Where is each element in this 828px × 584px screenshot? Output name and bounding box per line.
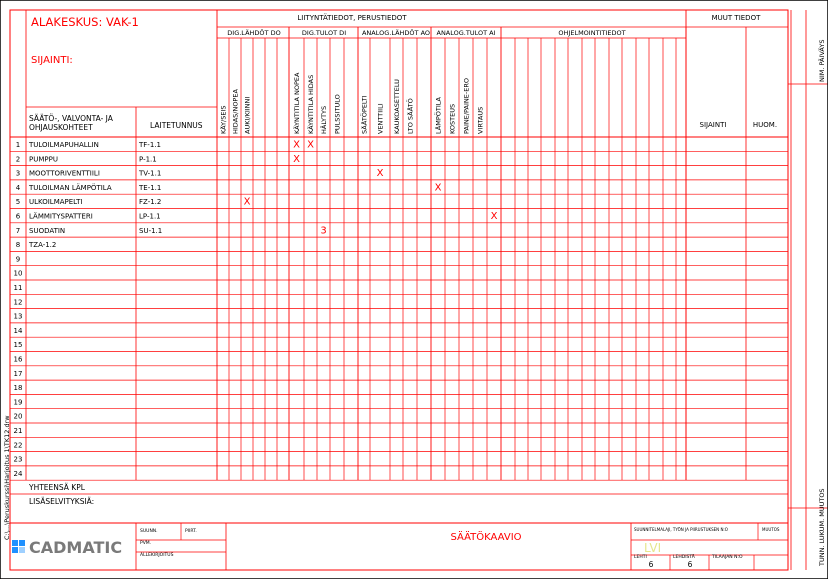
targets-title-line-1: SÄÄTÖ-, VALVONTA- JA	[29, 114, 113, 123]
row-target: SUODATIN	[29, 226, 66, 235]
column-subhead: LÄMPÖTILA	[434, 97, 443, 134]
row-number: 6	[15, 212, 21, 221]
row-device: SU-1.1	[139, 226, 163, 235]
table-row	[14, 284, 23, 292]
row-number: 15	[13, 341, 23, 350]
column-subhead: KÄYNTITILA HIDAS	[307, 74, 315, 134]
row-number: 5	[15, 198, 21, 207]
page-title: ALAKESKUS: VAK-1	[31, 15, 139, 29]
column-subhead: HIDAS/NOPEA	[231, 89, 240, 134]
row-number: 19	[13, 398, 23, 407]
column-subhead: PAINE/PAINE-ERO	[462, 78, 471, 134]
row-device: LP-1.1	[139, 212, 161, 221]
table-row	[16, 141, 161, 149]
row-number: 12	[13, 298, 23, 307]
interface-group-title: LIITYNTÄTIEDOT, PERUSTIEDOT	[297, 14, 407, 22]
table-row	[14, 398, 23, 406]
row-number: 17	[13, 369, 23, 378]
order-number-label: TILAAJAN N:O	[712, 555, 743, 560]
row-target: TZA-1.2	[29, 241, 57, 250]
row-number: 1	[15, 141, 21, 149]
table-row	[14, 441, 23, 449]
table-row	[14, 341, 23, 349]
column-subhead: LTO SÄÄTÖ	[406, 98, 415, 134]
cell-mark: 3	[320, 225, 327, 237]
table-row	[14, 384, 23, 392]
row-number: 14	[13, 326, 23, 335]
row-number: 13	[13, 312, 23, 321]
row-target: ULKOILMAPELTI	[29, 198, 83, 207]
sheet-label: LEHTI	[634, 555, 647, 560]
row-number: 22	[13, 441, 23, 450]
cadmatic-logo-text: CADMATIC	[29, 538, 123, 557]
row-number: 24	[13, 469, 23, 478]
group-programming: OHJELMOINTITIEDOT	[558, 29, 626, 37]
row-number: 11	[13, 284, 23, 292]
row-target: PUMPPU	[29, 155, 58, 164]
row-target: TULOILMAPUHALLIN	[29, 141, 99, 149]
table-row	[14, 313, 23, 321]
remarks-column-title: HUOM.	[752, 121, 778, 129]
table-row	[16, 212, 161, 221]
table-row	[16, 170, 162, 178]
row-number: 20	[13, 412, 23, 421]
row-number: 16	[13, 355, 23, 364]
table-row	[14, 370, 23, 378]
table-row	[14, 456, 23, 464]
row-number: 2	[15, 155, 21, 164]
row-device: TE-1.1	[139, 183, 162, 192]
row-number: 7	[15, 226, 21, 235]
row-device: TF-1.1	[139, 141, 161, 149]
row-target: TULOILMAN LÄMPÖTILA	[29, 183, 112, 192]
row-number: 21	[13, 427, 23, 435]
row-device: P-1.1	[139, 155, 157, 164]
cadmatic-logo	[12, 538, 122, 557]
table-row	[14, 413, 23, 421]
revision-block-top-label: NIM. PÄIVÄYS	[818, 39, 826, 82]
date-label: PVM.	[140, 541, 152, 546]
cell-mark: X	[434, 182, 442, 194]
column-subhead: AUKI/KIINNI	[243, 96, 252, 134]
table-row	[16, 255, 20, 263]
row-number: 8	[15, 241, 21, 250]
table-row	[14, 327, 23, 335]
row-target: MOOTTORIVENTTIILI	[29, 169, 100, 178]
column-subhead: HÄLYTYS	[320, 105, 328, 134]
column-subhead: KÄY/SEIS	[219, 105, 228, 134]
file-path: C:\...\Peruskurssi\Harjoitus 1\TK12.drw	[3, 415, 11, 540]
table-row	[16, 183, 162, 192]
column-subhead: KOSTEUS	[448, 103, 457, 134]
group-di: DIG.TULOT DI	[301, 29, 347, 37]
column-subhead: PULSSITULO	[333, 94, 342, 134]
targets-title-line-2: OHJAUSKOHTEET	[29, 123, 93, 132]
table-row	[14, 427, 23, 435]
location-label: SIJAINTI:	[31, 55, 73, 66]
cell-mark: X	[293, 139, 300, 151]
other-group-title: MUUT TIEDOT	[711, 14, 761, 22]
sheet-number: 6	[648, 560, 654, 569]
row-number: 18	[13, 384, 23, 393]
cell-mark: X	[243, 196, 251, 208]
total-label: YHTEENSÄ KPL	[29, 483, 85, 492]
row-device: FZ-1.2	[139, 198, 162, 207]
column-subhead: KAUKOASETTELU	[393, 79, 401, 134]
location-column-title: SIJAINTI	[699, 121, 727, 129]
row-target: LÄMMITYSPATTERI	[29, 212, 93, 221]
revision-block-bottom-label: TUNN. LUKUM. MUUTOS	[818, 488, 826, 566]
sheet-count: 6	[687, 560, 693, 569]
device-column-title: LAITETUNNUS	[150, 121, 203, 130]
column-subhead: KÄYNTITILA NOPEA	[293, 72, 301, 134]
cell-mark: X	[490, 211, 498, 222]
row-number: 4	[15, 183, 21, 192]
row-number: 3	[15, 169, 21, 178]
column-subhead: VIRTAUS	[476, 106, 485, 134]
drawing-title: SÄÄTÖKAAVIO	[450, 532, 522, 543]
row-number: 9	[15, 255, 21, 264]
column-subhead: SÄÄTÖPELTI	[360, 95, 369, 134]
drawing-info-label: SUUNNITELMALAJI, TYÖN JA PIIRUSTUKSEN N:O	[634, 527, 728, 532]
table-row	[14, 356, 23, 364]
designer-label: SUUNN.	[140, 529, 158, 534]
row-number: 10	[13, 269, 23, 278]
cell-mark: X	[307, 139, 314, 151]
cell-mark: X	[293, 153, 300, 165]
group-ao: ANALOG.LÄHDÖT AO	[361, 29, 431, 37]
sheets-label: LEHDISTÄ	[673, 555, 695, 560]
group-ai: ANALOG.TULOT AI	[436, 29, 496, 37]
table-row	[14, 298, 23, 306]
row-number: 23	[13, 455, 23, 464]
drawer-label: PIIRT.	[185, 529, 197, 534]
discipline-code: LVI	[644, 541, 662, 555]
signature-label: ALLEKIRJOITUS	[140, 553, 174, 558]
change-label: MUUTOS	[762, 527, 780, 532]
group-do: DIG.LÄHDÖT DO	[227, 29, 281, 37]
row-device: TV-1.1	[139, 169, 162, 178]
table-row	[14, 270, 23, 278]
table-row	[14, 470, 23, 478]
cell-mark: X	[376, 168, 384, 180]
notes-label: LISÄSELVITYKSIÄ:	[29, 497, 95, 506]
column-subhead: VENTTIILI	[376, 103, 385, 134]
